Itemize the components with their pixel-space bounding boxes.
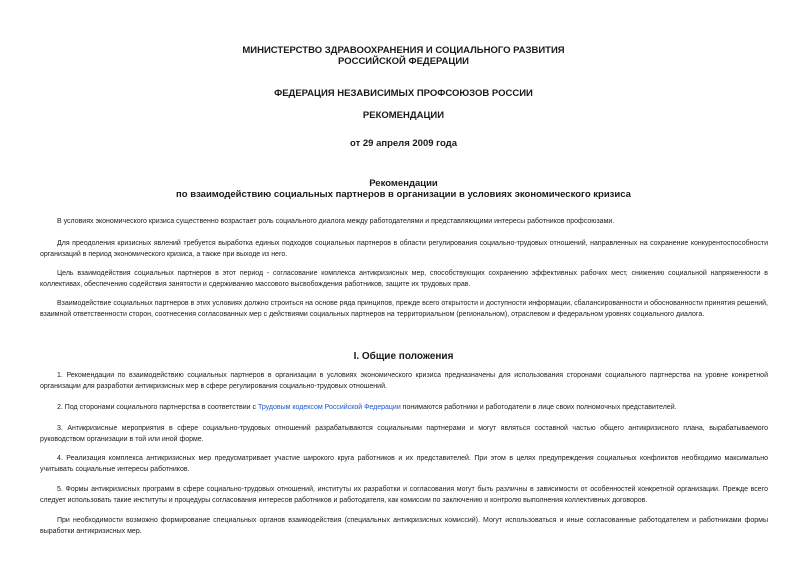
section-paragraph-2-end: понимаются работники и работодатели в лице своих полномочных представителей. xyxy=(400,404,677,411)
document-title xyxy=(0,178,807,200)
section-paragraph-2 xyxy=(40,402,768,413)
section-paragraph-1: 1. Рекомендации по взаимодействию социальных партнеров в организации в условиях экономического кризиса предназначены для использования сторонами социального партнерства на уровне конкретной организации для разработки антикризисных мер в сфере регулирования социально-трудовых отношений. xyxy=(40,372,768,390)
ministry-heading-line2: РОССИЙСКОЙ ФЕДЕРАЦИИ xyxy=(337,56,469,67)
intro-paragraph-2: Для преодоления кризисных явлений требуется выработка единых подходов социальных партнеров в области регулирования социально-трудовых отношений, направленных на сохранение конкурентоспособности организаций в период экономического кризиса, а также при выходе из него. xyxy=(40,240,768,258)
document-title-line1: Рекомендации xyxy=(369,178,438,189)
ministry-heading xyxy=(0,45,807,67)
intro-paragraph-1: В условиях экономического кризиса существенно возрастает роль социального диалога между работодателями и представляющими интересы работников профсоюзами. xyxy=(57,218,615,225)
document-date: от 29 апреля 2009 года xyxy=(350,138,457,149)
ministry-heading-line1: МИНИСТЕРСТВО ЗДРАВООХРАНЕНИЯ И СОЦИАЛЬНОГО РАЗВИТИЯ xyxy=(242,45,565,56)
intro-paragraph-3: Цель взаимодействия социальных партнеров в этот период - согласование комплекса антикризисных мер, способствующих сохранению эффективных рабочих мест, снижению социальной напряженности в коллективах, обеспечению содействия занятости и сдерживанию массового высвобождения работников, защите их трудовых прав. xyxy=(40,270,768,288)
labor-code-link[interactable]: Трудовым кодексом Российской Федерации xyxy=(257,404,401,411)
federation-heading: ФЕДЕРАЦИЯ НЕЗАВИСИМЫХ ПРОФСОЮЗОВ РОССИИ xyxy=(274,88,533,99)
recommendations-heading: РЕКОМЕНДАЦИИ xyxy=(362,110,445,121)
document-title-line2: по взаимодействию социальных партнеров в организации в условиях экономического кризиса xyxy=(176,189,631,200)
section-paragraph-3: 3. Антикризисные мероприятия в сфере социально-трудовых отношений разрабатываются социальными партнерами и могут являться составной частью общего антикризисного плана, вырабатываемого руководством организации в той или иной форме. xyxy=(40,425,768,443)
section-paragraph-6: При необходимости возможно формирование специальных органов взаимодействия (специальных антикризисных комиссий). Могут использоваться и иные согласованные работодателем и работниками формы выработки антикризисных мер. xyxy=(40,517,768,535)
section-paragraph-4: 4. Реализация комплекса антикризисных мер предусматривает участие широкого круга работников и их представителей. При этом в целях предупреждения социальных конфликтов необходимо максимально учитывать социальные интересы работников. xyxy=(40,455,768,473)
section-paragraph-5: 5. Формы антикризисных программ в сфере социально-трудовых отношений, институты их разработки и согласования могут быть различны в зависимости от особенностей конкретной организации. Прежде всего следует использовать такие институты и процедуры согласования интересов работников и работодателя, как комиссии по заключению и контролю выполнения коллективных договоров. xyxy=(40,486,768,504)
intro-paragraph-4: Взаимодействие социальных партнеров в этих условиях должно строиться на основе ряда принципов, прежде всего открытости и доступности информации, сбалансированности и обоснованности принятия решений, взаимной ответственности сторон, соотнесения согласованных мер с действиями социальных партнеров на территориальном (региональном), отраслевом и федеральном уровнях социального диалога. xyxy=(40,300,768,318)
section-heading-general: I. Общие положения xyxy=(353,351,454,362)
section-paragraph-2-start: 2. Под сторонами социального партнерства в соответствии с xyxy=(57,404,258,411)
